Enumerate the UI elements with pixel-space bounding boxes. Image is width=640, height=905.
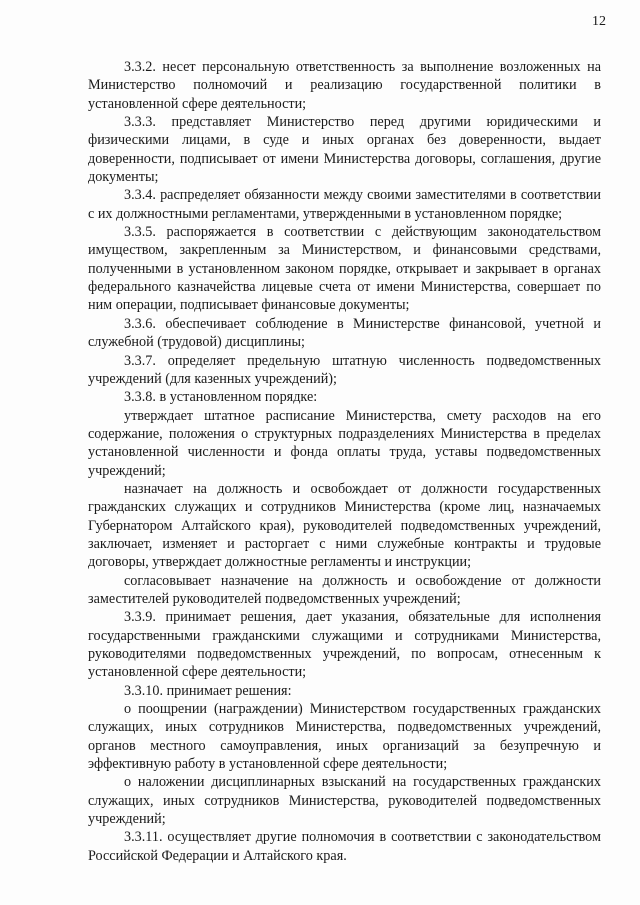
paragraph-3-3-10-awards: о поощрении (награждении) Министерством государственных гражданских служащих, иных сотрудников Министерства, подведомственных учреждений, органов местного самоуправления, иных организаций за безупречную и эффективную работу в установленной сфере деятельности; xyxy=(88,701,601,773)
paragraph-3-3-10: 3.3.10. принимает решения: xyxy=(124,682,292,699)
document-body xyxy=(88,58,601,865)
paragraph-3-3-8: 3.3.8. в установленном порядке: xyxy=(124,389,318,406)
paragraph-3-3-7: 3.3.7. определяет предельную штатную численность подведомственных учреждений (для казенных учреждений); xyxy=(88,352,601,387)
paragraph-3-3-9: 3.3.9. принимает решения, дает указания, обязательные для исполнения государственными гражданскими служащими и сотрудниками Министерства, руководителями подведомственных учреждений, по вопросам, отнесенным к установленной сфере деятельности; xyxy=(88,609,601,681)
paragraph-3-3-8-staff-schedule: утверждает штатное расписание Министерства, смету расходов на его содержание, положения о структурных подразделениях Министерства в пределах установленной численности и фонда оплаты труда, уставы подведомственных учреждений; xyxy=(88,407,601,479)
page-number: 12 xyxy=(592,14,606,29)
paragraph-3-3-5: 3.3.5. распоряжается в соответствии с действующим законодательством имуществом, закрепленным за Министерством, и финансовыми средствами, полученными в установленном законом порядке, открывает и закрывает в органах федерального казначейства лицевые счета от имени Министерства, совершает по ним операции, подписывает финансовые документы; xyxy=(88,224,601,314)
paragraph-3-3-6: 3.3.6. обеспечивает соблюдение в Министерстве финансовой, учетной и служебной (трудовой) дисциплины; xyxy=(88,315,601,351)
paragraph-3-3-11: 3.3.11. осуществляет другие полномочия в соответствии с законодательством Российской Федерации и Алтайского края. xyxy=(88,829,601,864)
paragraph-3-3-8-approvals: согласовывает назначение на должность и освобождение от должности заместителей руководителей подведомственных учреждений; xyxy=(88,572,601,607)
paragraph-3-3-4: 3.3.4. распределяет обязанности между своими заместителями в соответствии с их должностными регламентами, утвержденными в установленном порядке; xyxy=(88,187,601,222)
paragraph-3-3-10-penalties: о наложении дисциплинарных взысканий на государственных гражданских служащих, иных сотрудников Министерства, руководителей подведомственных учреждений; xyxy=(88,774,601,828)
paragraph-3-3-2: 3.3.2. несет персональную ответственность за выполнение возложенных на Министерство полномочий и реализацию государственной политики в установленной сфере деятельности; xyxy=(88,59,601,112)
paragraph-3-3-3: 3.3.3. представляет Министерство перед другими юридическими и физическими лицами, в суде и иных органах без доверенности, выдает доверенности, подписывает от имени Министерства договоры, соглашения, другие документы; xyxy=(88,114,601,186)
paragraph-3-3-8-appointments: назначает на должность и освобождает от должности государственных гражданских служащих и сотрудников Министерства (кроме лиц, назначаемых Губернатором Алтайского края), руководителей подведомственных учреждений, заключает, изменяет и расторгает с ними служебные контракты и трудовые договоры, утверждает должностные регламенты и инструкции; xyxy=(88,480,601,571)
